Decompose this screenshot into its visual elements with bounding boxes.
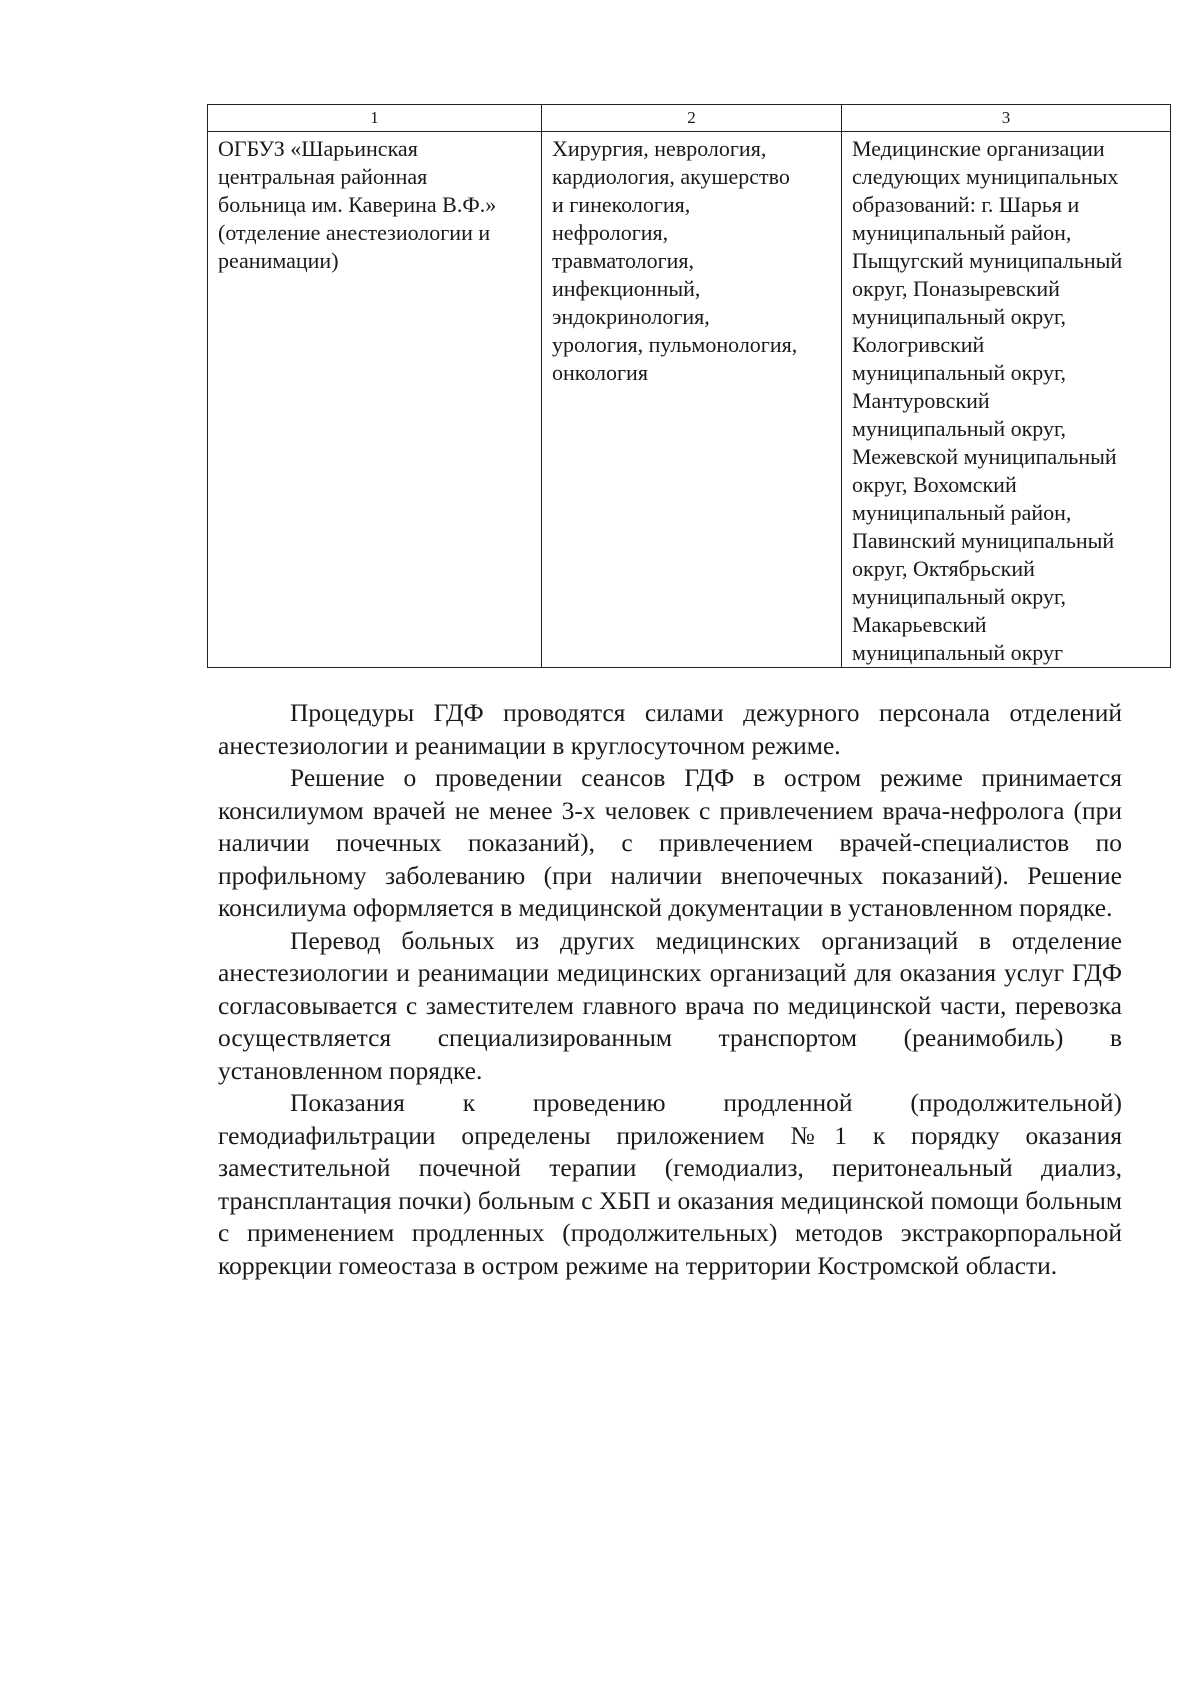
table-row	[208, 132, 1171, 668]
column-header-3: 3	[842, 105, 1171, 132]
cell-organization	[208, 132, 542, 668]
services-table	[207, 104, 1171, 668]
organization-text: ОГБУЗ «Шарьинская центральная районная больница им. Каверина В.Ф.» (отделение анестезиологии и реанимации)	[218, 136, 497, 273]
profiles-text: Хирургия, неврология, кардиология, акушерство и гинекология, нефрология, травматология, инфекционный, эндокринология, урология, пульмонология, онкология	[552, 136, 798, 385]
paragraph-transfer: Перевод больных из других медицинских организаций в отделение анестезиологии и реанимации медицинских организаций для оказания услуг ГДФ согласовывается с заместителем главного врача по медицинской части, перевозка осуществляется специализированным транспортом (реанимобиль) в установленном порядке.	[218, 925, 1122, 1085]
cell-territories	[842, 132, 1171, 668]
column-header-1: 1	[208, 105, 542, 132]
column-header-2: 2	[542, 105, 842, 132]
territories-text: Медицинские организации следующих муниципальных образований: г. Шарья и муниципальный район, Пыщугский муниципальный округ, Поназыревский муниципальный округ, Кологривский муниципальный округ, Мантуровский муниципальный округ, Межевской муниципальный округ, Вохомский муниципальный район, Павинский муниципальный округ, Октябрьский муниципальный округ, Макарьевский муниципальный округ	[852, 136, 1123, 665]
paragraph-procedures: Процедуры ГДФ проводятся силами дежурного персонала отделений анестезиологии и реанимации в круглосуточном режиме.	[218, 698, 1122, 760]
paragraph-indications: Показания к проведению продленной (продолжительной) гемодиафильтрации определены приложением №1 к порядку оказания заместительной почечной терапии (гемодиализ, перитонеальный диализ, трансплантация почки) больным с ХБП и оказания медицинской помощи больным с применением продленных (продолжительных) методов экстракорпоральной коррекции гомеостаза в остром режиме на территории Костромской области.	[218, 1088, 1122, 1280]
paragraph-decision: Решение о проведении сеансов ГДФ в остром режиме принимается консилиумом врачей не менее 3-х человек с привлечением врача-нефролога (при наличии почечных показаний), с привлечением врачей-специалистов по профильному заболеванию (при наличии внепочечных показаний). Решение консилиума оформляется в медицинской документации в установленном порядке.	[218, 763, 1122, 922]
cell-profiles	[542, 132, 842, 668]
body-text	[218, 697, 1122, 1282]
table-header-row	[208, 105, 1171, 132]
